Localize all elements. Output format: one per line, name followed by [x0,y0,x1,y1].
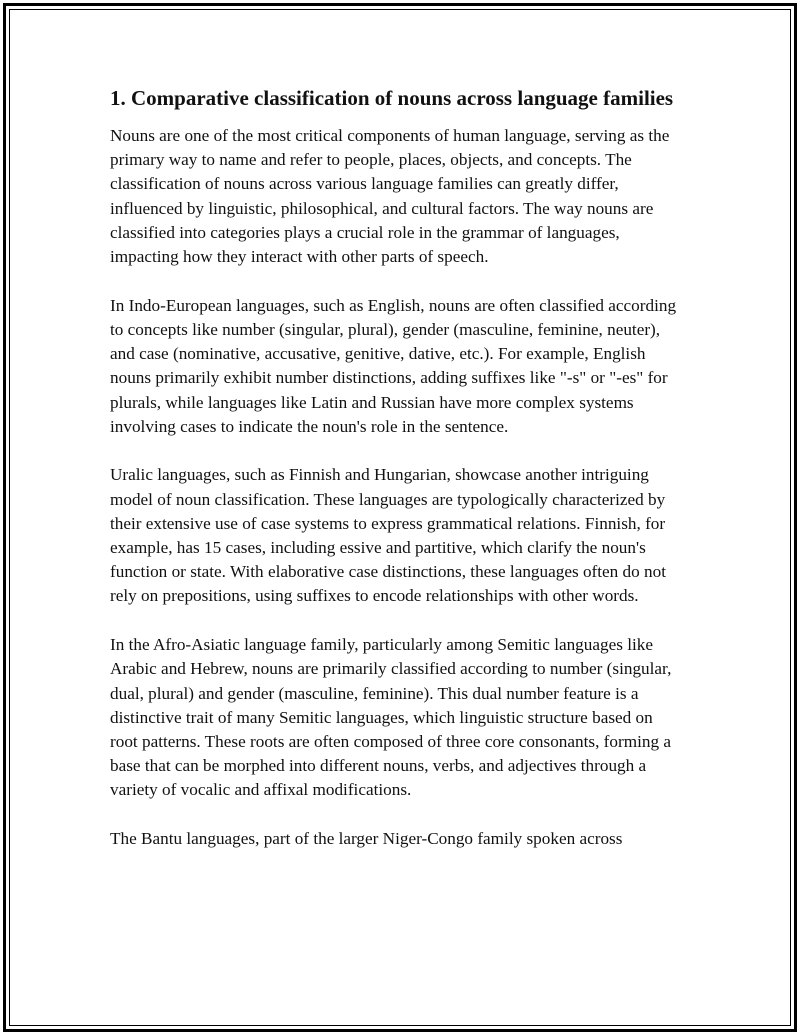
paragraph-afro-asiatic: In the Afro-Asiatic language family, particularly among Semitic languages like Arabic and Hebrew, nouns are primarily classified according to number (singular, dual, plural) and gender (masculine, feminine). This dual number feature is a distinctive trait of many Semitic languages, which linguistic structure based on root patterns. These roots are often composed of three core consonants, forming a base that can be morphed into different nouns, verbs, and adjectives through a variety of vocalic and affixal modifications. [110,635,672,800]
paragraph-uralic: Uralic languages, such as Finnish and Hungarian, showcase another intriguing model of noun classification. These languages are typologically characterized by their extensive use of case systems to express grammatical relations. Finnish, for example, has 15 cases, including essive and partitive, which clarify the noun's function or state. With elaborative case distinctions, these languages often do not rely on prepositions, using suffixes to encode relationships with other words. [110,465,666,606]
paragraph-intro: Nouns are one of the most critical components of human language, serving as the primary way to name and refer to people, places, objects, and concepts. The classification of nouns across various language families can greatly differ, influenced by linguistic, philosophical, and cultural factors. The way nouns are classified into categories plays a crucial role in the grammar of languages, impacting how they interact with other parts of speech. [110,126,670,267]
paragraph-bantu: The Bantu languages, part of the larger Niger-Congo family spoken across [110,829,623,849]
paragraph-indo-european: In Indo-European languages, such as English, nouns are often classified according to concepts like number (singular, plural), gender (masculine, feminine, neuter), and case (nominative, accusative, genitive, dative, etc.). For example, English nouns primarily exhibit number distinctions, adding suffixes like "-s" or "-es" for plurals, while languages like Latin and Russian have more complex systems involving cases to indicate the noun's role in the sentence. [110,295,677,436]
document-body [110,84,680,876]
section-heading: 1. Comparative classification of nouns across language families [110,86,674,110]
